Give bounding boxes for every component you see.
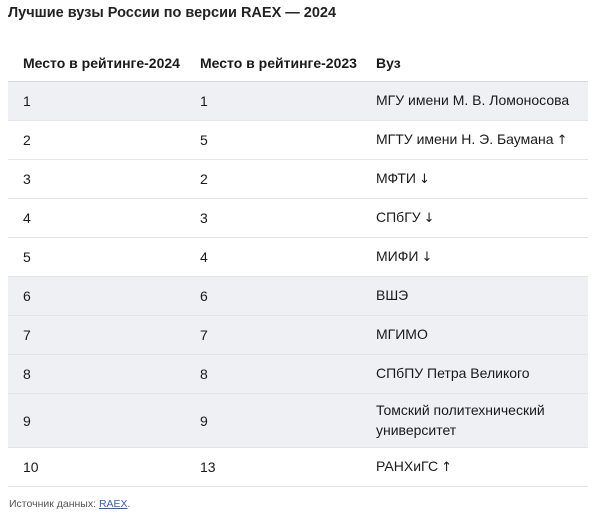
university-name: СПбПУ Петра Великого — [376, 365, 530, 381]
university-name: МГУ имени М. В. Ломоносова — [376, 92, 570, 108]
university-name: МГТУ имени Н. Э. Баумана — [376, 131, 554, 147]
cell-university — [361, 456, 588, 478]
header-rank-2023: Место в рейтинге-2023 — [200, 54, 357, 71]
trend-up-icon: ↑ — [441, 460, 452, 475]
cell-university — [361, 400, 588, 442]
university-name: Томский политехнический университет — [376, 401, 545, 438]
header-rank-2024: Место в рейтинге-2024 — [23, 54, 180, 71]
trend-up-icon: ↑ — [556, 133, 568, 148]
university-name: МГИМО — [376, 326, 428, 342]
table-row — [8, 394, 588, 448]
cell-rank-2024: 8 — [23, 366, 31, 382]
table-row — [8, 121, 588, 160]
source-link[interactable]: RAEX — [98, 498, 128, 510]
cell-rank-2024: 7 — [23, 327, 31, 343]
cell-university — [361, 285, 588, 307]
cell-university — [361, 207, 588, 229]
cell-rank-2023: 13 — [200, 459, 216, 475]
cell-rank-2024: 9 — [23, 412, 31, 429]
cell-university — [361, 363, 588, 385]
university-name: СПбГУ — [376, 209, 421, 225]
table-row — [8, 316, 588, 355]
table-row — [8, 277, 588, 316]
cell-rank-2024: 5 — [23, 249, 31, 265]
cell-rank-2024: 2 — [23, 132, 31, 148]
source-suffix: . — [127, 498, 131, 510]
trend-down-icon: ↓ — [423, 211, 435, 226]
header-university: Вуз — [376, 54, 401, 71]
cell-rank-2023: 5 — [200, 132, 208, 148]
cell-university — [361, 168, 588, 190]
cell-rank-2023: 9 — [200, 412, 208, 429]
cell-university — [361, 246, 588, 268]
cell-rank-2023: 2 — [200, 171, 208, 187]
cell-rank-2024: 6 — [23, 288, 31, 304]
cell-rank-2023: 4 — [200, 249, 208, 265]
table-row — [8, 355, 588, 394]
cell-rank-2023: 8 — [200, 366, 208, 382]
table-header-row — [8, 44, 588, 82]
university-name: РАНХиГС — [376, 458, 439, 474]
cell-university — [361, 90, 588, 112]
trend-down-icon: ↓ — [421, 250, 433, 265]
table-row — [8, 199, 588, 238]
university-name: МИФИ — [376, 248, 419, 264]
table-row — [8, 238, 588, 277]
page-title: Лучшие вузы России по версии RAEX — 2024 — [8, 5, 337, 21]
table-row — [8, 160, 588, 199]
cell-rank-2023: 6 — [200, 288, 208, 304]
table-row — [8, 448, 588, 487]
cell-rank-2024: 10 — [23, 459, 39, 475]
cell-rank-2024: 1 — [23, 93, 31, 109]
trend-down-icon: ↓ — [418, 172, 430, 187]
source-note — [9, 498, 130, 510]
cell-rank-2023: 3 — [200, 210, 208, 226]
cell-rank-2024: 4 — [23, 210, 31, 226]
cell-rank-2023: 1 — [200, 93, 208, 109]
university-name: МФТИ — [376, 170, 416, 186]
cell-university — [361, 129, 588, 151]
source-label: Источник данных: — [9, 498, 97, 510]
cell-rank-2023: 7 — [200, 327, 208, 343]
cell-university — [361, 324, 588, 346]
table-row — [8, 82, 588, 121]
university-name: ВШЭ — [376, 287, 409, 303]
cell-rank-2024: 3 — [23, 171, 31, 187]
ranking-table — [8, 44, 588, 487]
